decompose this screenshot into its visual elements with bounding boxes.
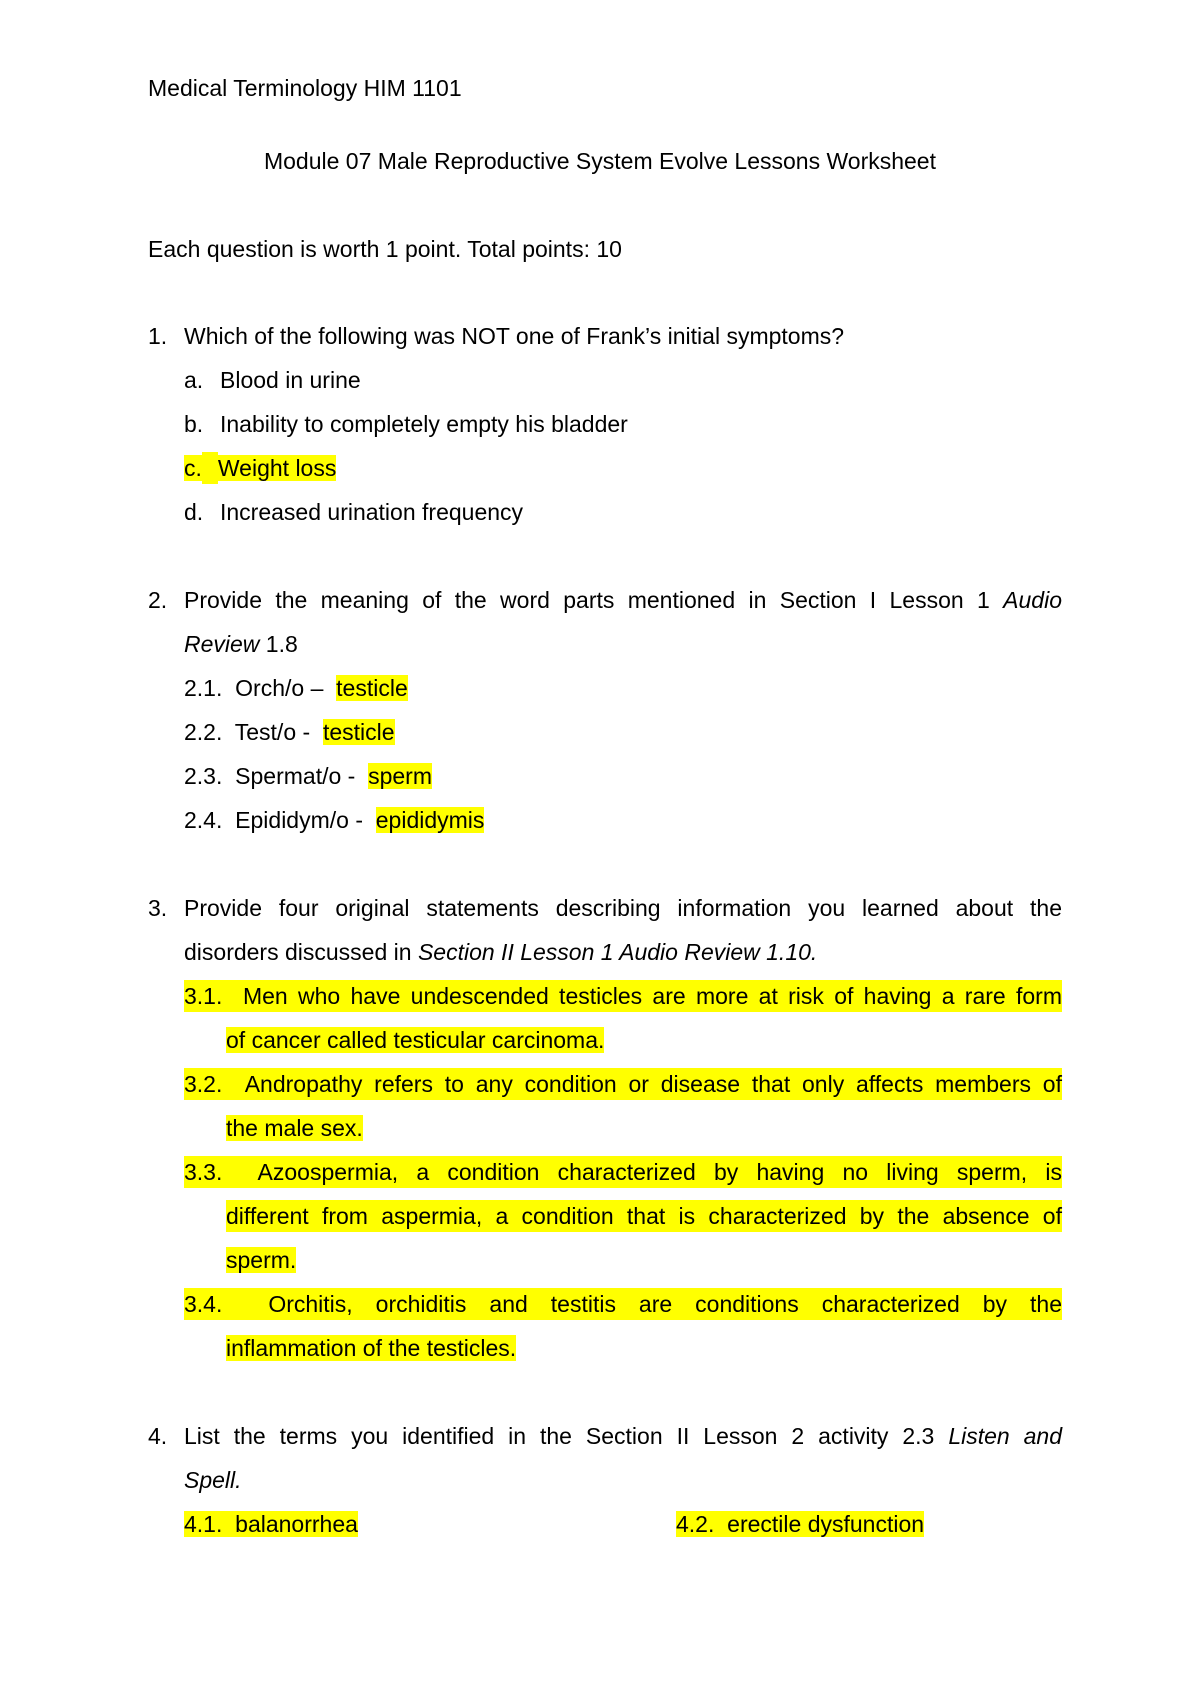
- option-letter: b.: [184, 411, 204, 437]
- points-note: Each question is worth 1 point. Total points: 10: [148, 236, 622, 262]
- q3-answer-3-line-3: sperm.: [226, 1247, 297, 1273]
- q3-answer-3-line-2: different from aspermia, a condition that is characterized by the absence of: [226, 1200, 1062, 1232]
- q1-option-b-text: Inability to completely empty his bladder: [220, 411, 628, 437]
- q2-item-1: 2.1. Orch/o – testicle: [184, 675, 408, 701]
- q2-answer-1: testicle: [336, 675, 408, 701]
- q3-answer-3-line-1: 3.3. Azoospermia, a condition characterized by having no living sperm, is: [184, 1156, 1062, 1188]
- worksheet-title: Module 07 Male Reproductive System Evolve Lessons Worksheet: [263, 148, 936, 174]
- q1-option-b: [184, 408, 203, 440]
- course-title: Medical Terminology HIM 1101: [148, 75, 462, 101]
- question-2-line-2: Review 1.8: [184, 631, 298, 657]
- q3-answer-1-line-2: of cancer called testicular carcinoma.: [226, 1027, 605, 1053]
- q1-option-a: [184, 364, 203, 396]
- q2-answer-2: testicle: [322, 719, 395, 745]
- question-1-number: 1.: [148, 323, 168, 349]
- q1-option-a-text: Blood in urine: [220, 367, 361, 393]
- q2-item-2: 2.2. Test/o - testicle: [184, 719, 395, 745]
- question-1-text: Which of the following was NOT one of Frank’s initial symptoms?: [184, 323, 845, 349]
- question-2-number: 2.: [148, 587, 168, 613]
- q2-answer-3: sperm: [368, 763, 432, 789]
- q3-answer-4-line-2: inflammation of the testicles.: [226, 1335, 517, 1361]
- q3-answer-4-line-1: 3.4. Orchitis, orchiditis and testitis are conditions characterized by the: [184, 1288, 1062, 1320]
- question-3-line-1: Provide four original statements describing information you learned about the: [184, 895, 1062, 921]
- q2-answer-4: epididymis: [375, 807, 485, 833]
- question-3-line-2: disorders discussed in Section II Lesson 1 Audio Review 1.10.: [184, 939, 818, 965]
- question-4-line-1: List the terms you identified in the Section II Lesson 2 activity 2.3 Listen and: [184, 1423, 1063, 1449]
- q4-item-1: 4.1. balanorrhea: [184, 1511, 358, 1537]
- q1-option-c: [184, 452, 336, 484]
- question-4-line-2: Spell.: [184, 1467, 242, 1493]
- q1-option-d: [184, 496, 203, 528]
- q3-answer-2-line-2: the male sex.: [226, 1115, 363, 1141]
- question-2-line-1: Provide the meaning of the word parts mentioned in Section I Lesson 1 Audio: [184, 587, 1062, 613]
- q2-item-4: 2.4. Epididym/o - epididymis: [184, 807, 485, 833]
- question-3-number: 3.: [148, 895, 168, 921]
- q3-answer-1-line-1: 3.1. Men who have undescended testicles are more at risk of having a rare form: [184, 980, 1062, 1012]
- question-4-number: 4.: [148, 1423, 168, 1449]
- q2-item-3: 2.3. Spermat/o - sperm: [184, 763, 432, 789]
- q1-option-d-text: Increased urination frequency: [220, 499, 524, 525]
- option-letter: c.: [184, 455, 202, 481]
- q3-answer-2-line-1: 3.2. Andropathy refers to any condition or disease that only affects members of: [184, 1068, 1062, 1100]
- q4-item-2: 4.2. erectile dysfunction: [676, 1511, 925, 1537]
- option-letter: d.: [184, 499, 204, 525]
- option-letter: a.: [184, 367, 204, 393]
- q1-option-c-text: Weight loss: [217, 455, 337, 481]
